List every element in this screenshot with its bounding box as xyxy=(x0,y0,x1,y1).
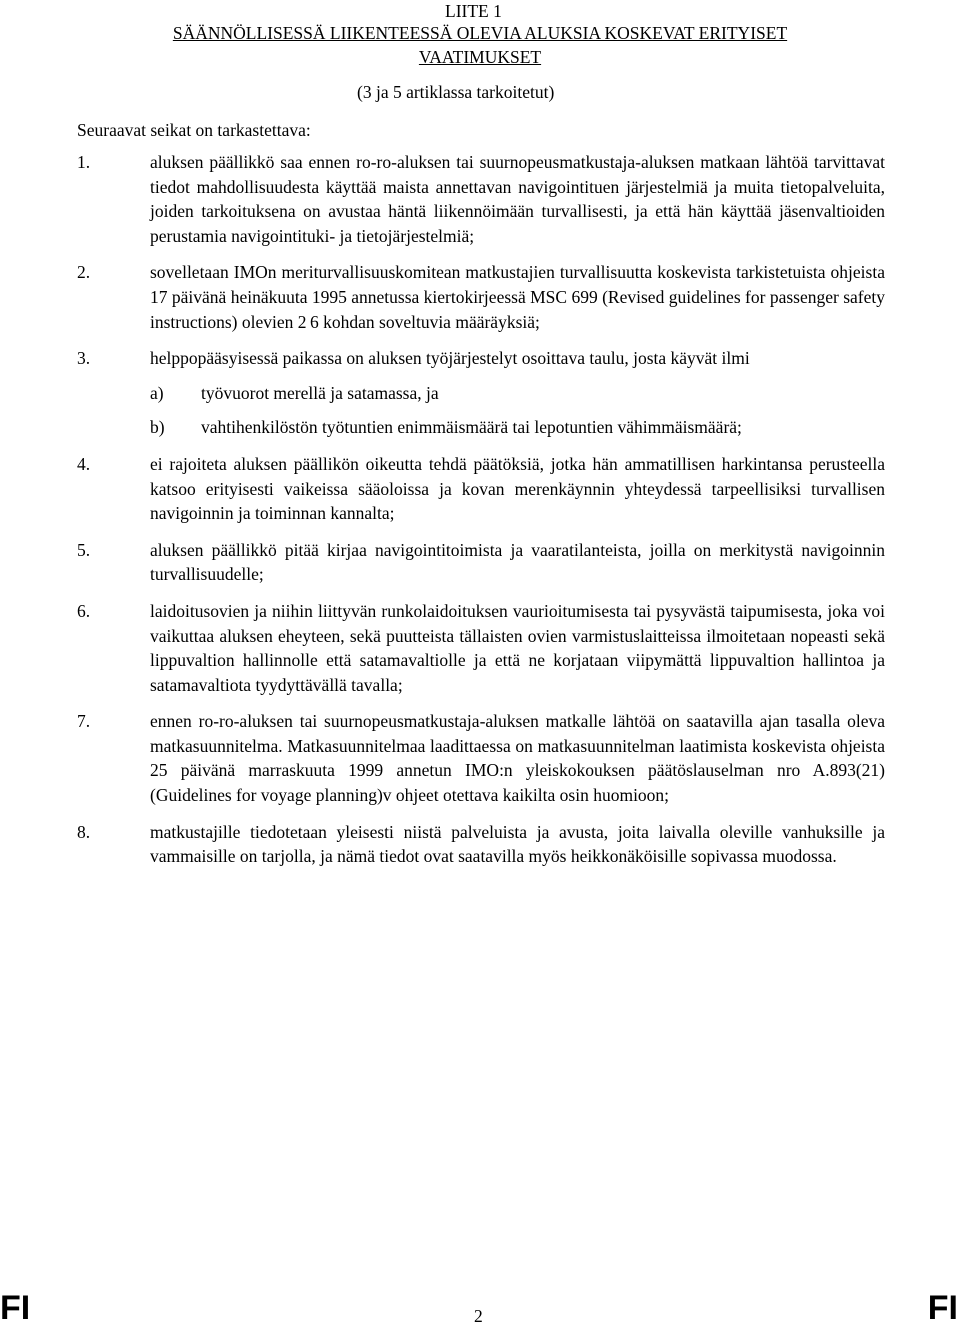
sub-item-b xyxy=(77,415,885,440)
item-number: 4. xyxy=(77,453,91,474)
list-item-6 xyxy=(77,599,885,697)
item-number: 1. xyxy=(77,152,91,172)
requirements-list xyxy=(77,150,885,881)
sub-item-text: työvuorot merellä ja satamassa, ja xyxy=(201,382,439,403)
title-line-1: SÄÄNNÖLLISESSÄ LIIKENTEESSÄ OLEVIA ALUKSIA KOSKEVAT ERITYISET xyxy=(172,23,788,43)
footer-language-code-right: FI xyxy=(927,1289,958,1327)
sub-item-text: vahtihenkilöstön työtuntien enimmäismäärä tai lepotuntien vähimmäismäärä; xyxy=(201,417,742,438)
list-item-3 xyxy=(77,346,885,371)
list-item-7 xyxy=(77,709,885,807)
title-line-2: VAATIMUKSET xyxy=(418,47,542,67)
list-item-8 xyxy=(77,820,885,869)
item-text: sovelletaan IMOn meriturvallisuuskomitean matkustajien turvallisuutta koskevista tarkistetuista ohjeista 17 päivänä heinäkuuta 1995 annetussa kiertokirjeessä MSC 699 (Revised guidelines for passenger safety instructions) olevien 2 6 kohdan soveltuvia määräyksiä; xyxy=(150,262,885,332)
document-title xyxy=(70,21,890,69)
sub-item-label: b) xyxy=(150,417,165,438)
page-number: 2 xyxy=(474,1306,483,1326)
sub-item-label: a) xyxy=(150,382,164,403)
annex-label: LIITE 1 xyxy=(445,1,502,21)
list-item-5 xyxy=(77,538,885,587)
item-number: 7. xyxy=(77,711,91,732)
footer-language-code-left: FI xyxy=(0,1289,31,1327)
item-number: 3. xyxy=(77,348,91,369)
item-number: 2. xyxy=(77,262,91,283)
sub-item-a xyxy=(77,381,885,406)
item-text: aluksen päällikkö saa ennen ro-ro-aluksen tai suurnopeusmatkustaja-aluksen matkaan lähtöä tarvittavat tiedot mahdollisuudesta käyttää maista annettavan navigointituen järjestelmiä ja muita tietopalveluita, joiden tarkoituksena on avustaa häntä liikennöimään turvallisesti, ja että hän käyttää jäsenvaltioiden perustamia navigointituki- ja tietojärjestelmiä; xyxy=(150,152,885,246)
item-text: laidoitusovien ja niihin liittyvän runkolaidoituksen vaurioitumisesta tai pysyvästä taipumisesta, joka voi vaikuttaa aluksen eheyteen, sekä puutteista tällaisten ovien varmistuslaitteissa ilmoitetaan nopeasti sekä lippuvaltion hallinnolle että satamavaltiolle ja että ne korjataan viipymättä lippuvaltion hallintoa ja satamavaltiota tyydyttävällä tavalla; xyxy=(150,600,885,695)
document-subtitle: (3 ja 5 artiklassa tarkoitetut) xyxy=(357,82,555,102)
list-item-1 xyxy=(77,150,885,248)
list-item-4 xyxy=(77,452,885,526)
item-text: ei rajoiteta aluksen päällikön oikeutta tehdä päätöksiä, jotka hän ammatillisen harkintansa perusteella katsoo erityisesti vaikeissa sääoloissa ja kovan merenkäynnin yhteydessä tarpeellisiksi turvallisen navigoinnin ja toiminnan kannalta; xyxy=(150,453,885,524)
item-number: 5. xyxy=(77,539,91,560)
item-text: matkustajille tiedotetaan yleisesti niistä palveluista ja avusta, joita laivalla oleville vanhuksille ja vammaisille on tarjolla, ja nämä tiedot ovat saatavilla myös heikkonäköisille sopivassa muodossa. xyxy=(150,821,885,867)
item-text: ennen ro-ro-aluksen tai suurnopeusmatkustaja-aluksen matkalle lähtöä on saatavilla ajan tasalla oleva matkasuunnitelma. Matkasuunnitelmaa laadittaessa on matkasuunnitelman laatimista koskevista ohjeista 25 päivänä marraskuuta 1999 annetun IMO:n yleiskokouksen päätöslauselman nro A.893(21) (Guidelines for voyage planning)v ohjeet otettava kaikilta osin huomioon; xyxy=(150,711,885,806)
item-number: 8. xyxy=(77,821,91,842)
intro-text: Seuraavat seikat on tarkastettava: xyxy=(77,120,311,140)
item-number: 6. xyxy=(77,600,91,621)
item-text: aluksen päällikkö pitää kirjaa navigointitoimista ja vaaratilanteista, joilla on merkitystä navigoinnin turvallisuudelle; xyxy=(150,539,885,585)
item-text: helppopääsyisessä paikassa on aluksen työjärjestelyt osoittava taulu, josta käyvät ilmi xyxy=(150,348,750,369)
list-item-2 xyxy=(77,260,885,334)
